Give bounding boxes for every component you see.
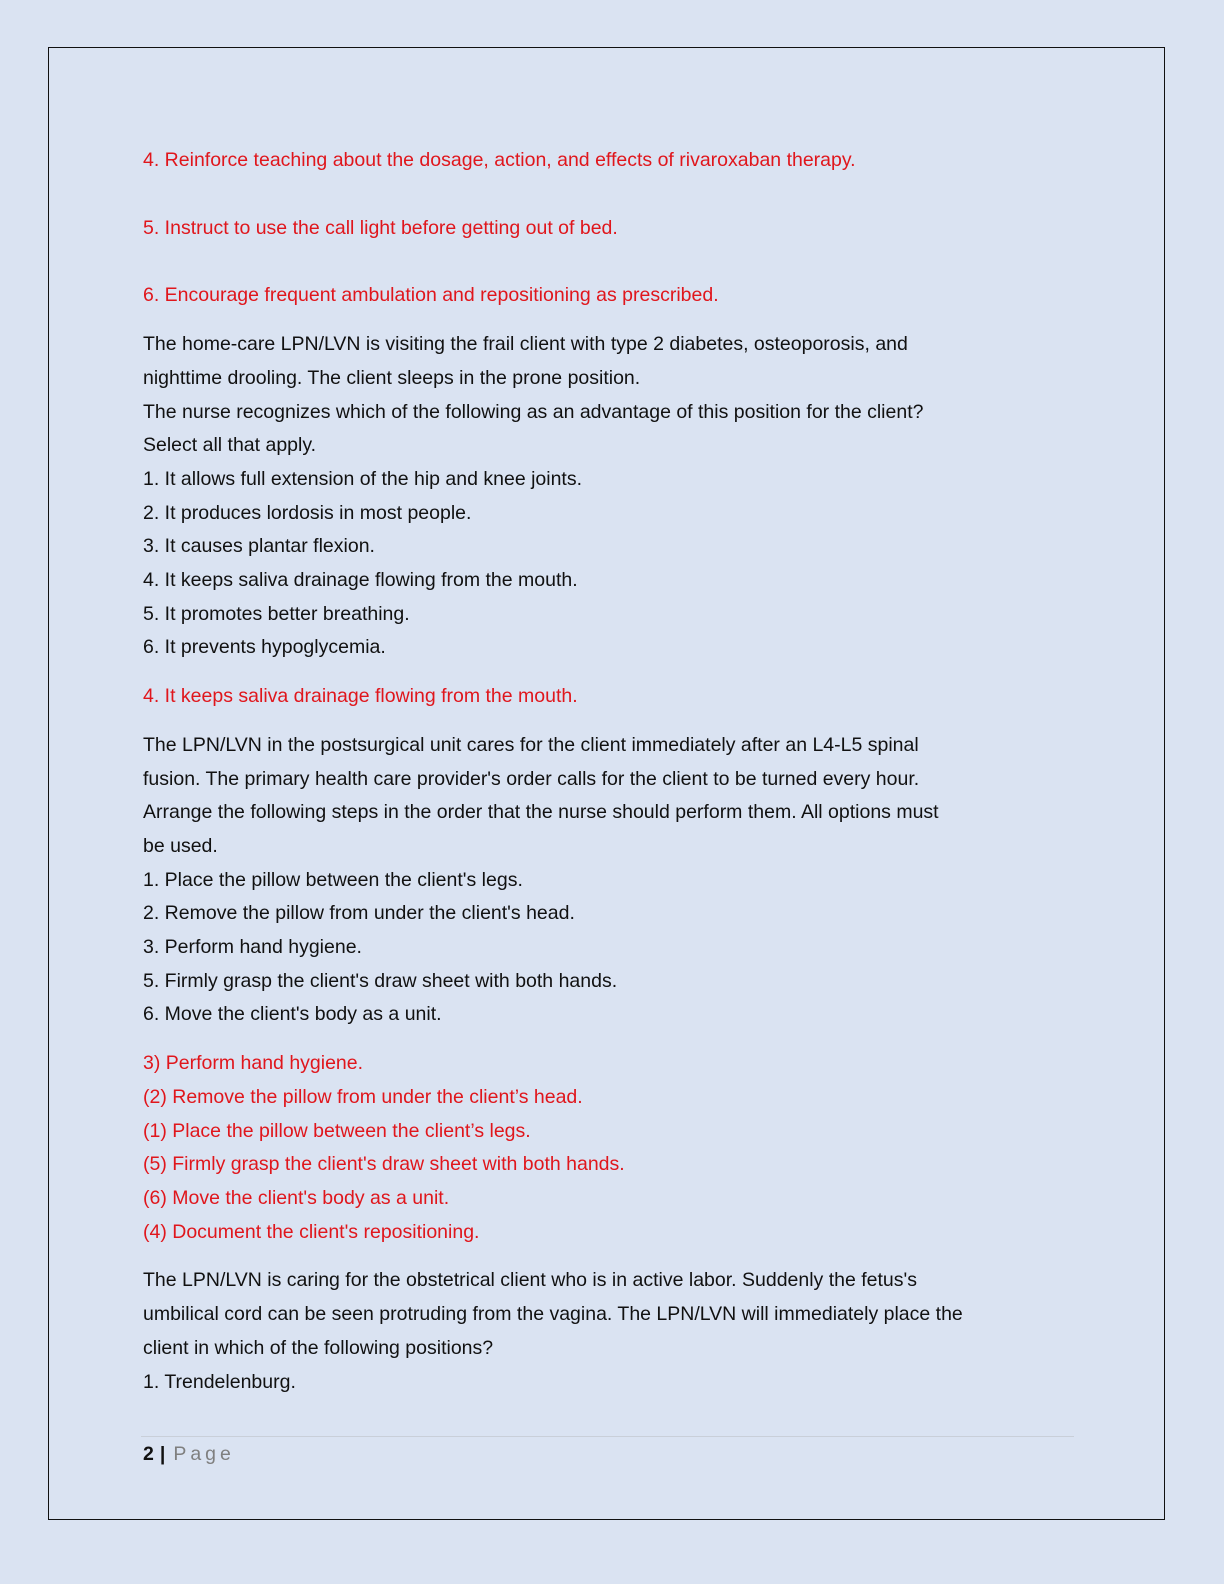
question-stem-line: fusion. The primary health care provider's order calls for the client to be turned every hour. bbox=[143, 767, 920, 790]
answer-line: 4. It keeps saliva drainage flowing from the mouth. bbox=[143, 685, 578, 708]
page-number: 2 bbox=[143, 1443, 154, 1465]
option-item: 2. Remove the pillow from under the client's head. bbox=[143, 902, 575, 925]
question-4 bbox=[143, 1264, 1073, 1399]
question-stem-line: Select all that apply. bbox=[143, 434, 317, 457]
option-item: 1. Place the pillow between the client's legs. bbox=[143, 868, 523, 891]
question-stem-line: client in which of the following positions? bbox=[143, 1336, 494, 1359]
answer-line: 4. Reinforce teaching about the dosage, action, and effects of rivaroxaban therapy. bbox=[143, 149, 856, 171]
option-item: 5. It promotes better breathing. bbox=[143, 602, 410, 625]
question-stem-line: The LPN/LVN is caring for the obstetrical client who is in active labor. Suddenly the fetus's bbox=[143, 1269, 918, 1292]
question-stem-line: The home-care LPN/LVN is visiting the frail client with type 2 diabetes, osteoporosis, and bbox=[143, 333, 908, 356]
question-stem-line: nighttime drooling. The client sleeps in the prone position. bbox=[143, 366, 641, 389]
option-item: 1. Trendelenburg. bbox=[143, 1370, 296, 1393]
answer-line: (6) Move the client's body as a unit. bbox=[143, 1186, 450, 1209]
footer-divider bbox=[141, 1436, 1074, 1437]
page-label: Page bbox=[173, 1443, 235, 1465]
option-item: 6. Move the client's body as a unit. bbox=[143, 1003, 442, 1026]
option-item: 3. It causes plantar flexion. bbox=[143, 535, 375, 558]
answer-line: (4) Document the client's repositioning. bbox=[143, 1220, 480, 1243]
answer-block-1 bbox=[143, 144, 1073, 313]
question-stem-line: be used. bbox=[143, 834, 218, 857]
option-item: 1. It allows full extension of the hip and knee joints. bbox=[143, 467, 583, 490]
option-item: 3. Perform hand hygiene. bbox=[143, 936, 362, 959]
footer-separator: | bbox=[159, 1443, 166, 1465]
question-2 bbox=[143, 328, 1073, 714]
question-3 bbox=[143, 729, 1073, 1250]
answer-line: (5) Firmly grasp the client's draw sheet with both hands. bbox=[143, 1153, 625, 1176]
answer-line: 5. Instruct to use the call light before getting out of bed. bbox=[143, 216, 618, 239]
option-item: 6. It prevents hypoglycemia. bbox=[143, 636, 386, 659]
answer-line: (2) Remove the pillow from under the client’s head. bbox=[143, 1085, 583, 1108]
answer-line: (1) Place the pillow between the client’s legs. bbox=[143, 1119, 531, 1142]
question-stem-line: The nurse recognizes which of the following as an advantage of this position for the client? bbox=[143, 400, 924, 423]
option-item: 4. It keeps saliva drainage flowing from the mouth. bbox=[143, 569, 578, 592]
option-item: 5. Firmly grasp the client's draw sheet with both hands. bbox=[143, 969, 618, 992]
answer-line: 3) Perform hand hygiene. bbox=[143, 1052, 364, 1075]
document-body bbox=[143, 144, 1073, 1399]
option-item: 2. It produces lordosis in most people. bbox=[143, 501, 472, 524]
question-stem-line: umbilical cord can be seen protruding from the vagina. The LPN/LVN will immediately place the bbox=[143, 1303, 963, 1326]
page-footer bbox=[143, 1439, 235, 1469]
question-stem-line: The LPN/LVN in the postsurgical unit cares for the client immediately after an L4-L5 spinal bbox=[143, 733, 919, 756]
answer-line: 6. Encourage frequent ambulation and repositioning as prescribed. bbox=[143, 284, 719, 307]
question-stem-line: Arrange the following steps in the order that the nurse should perform them. All options must bbox=[143, 801, 939, 824]
